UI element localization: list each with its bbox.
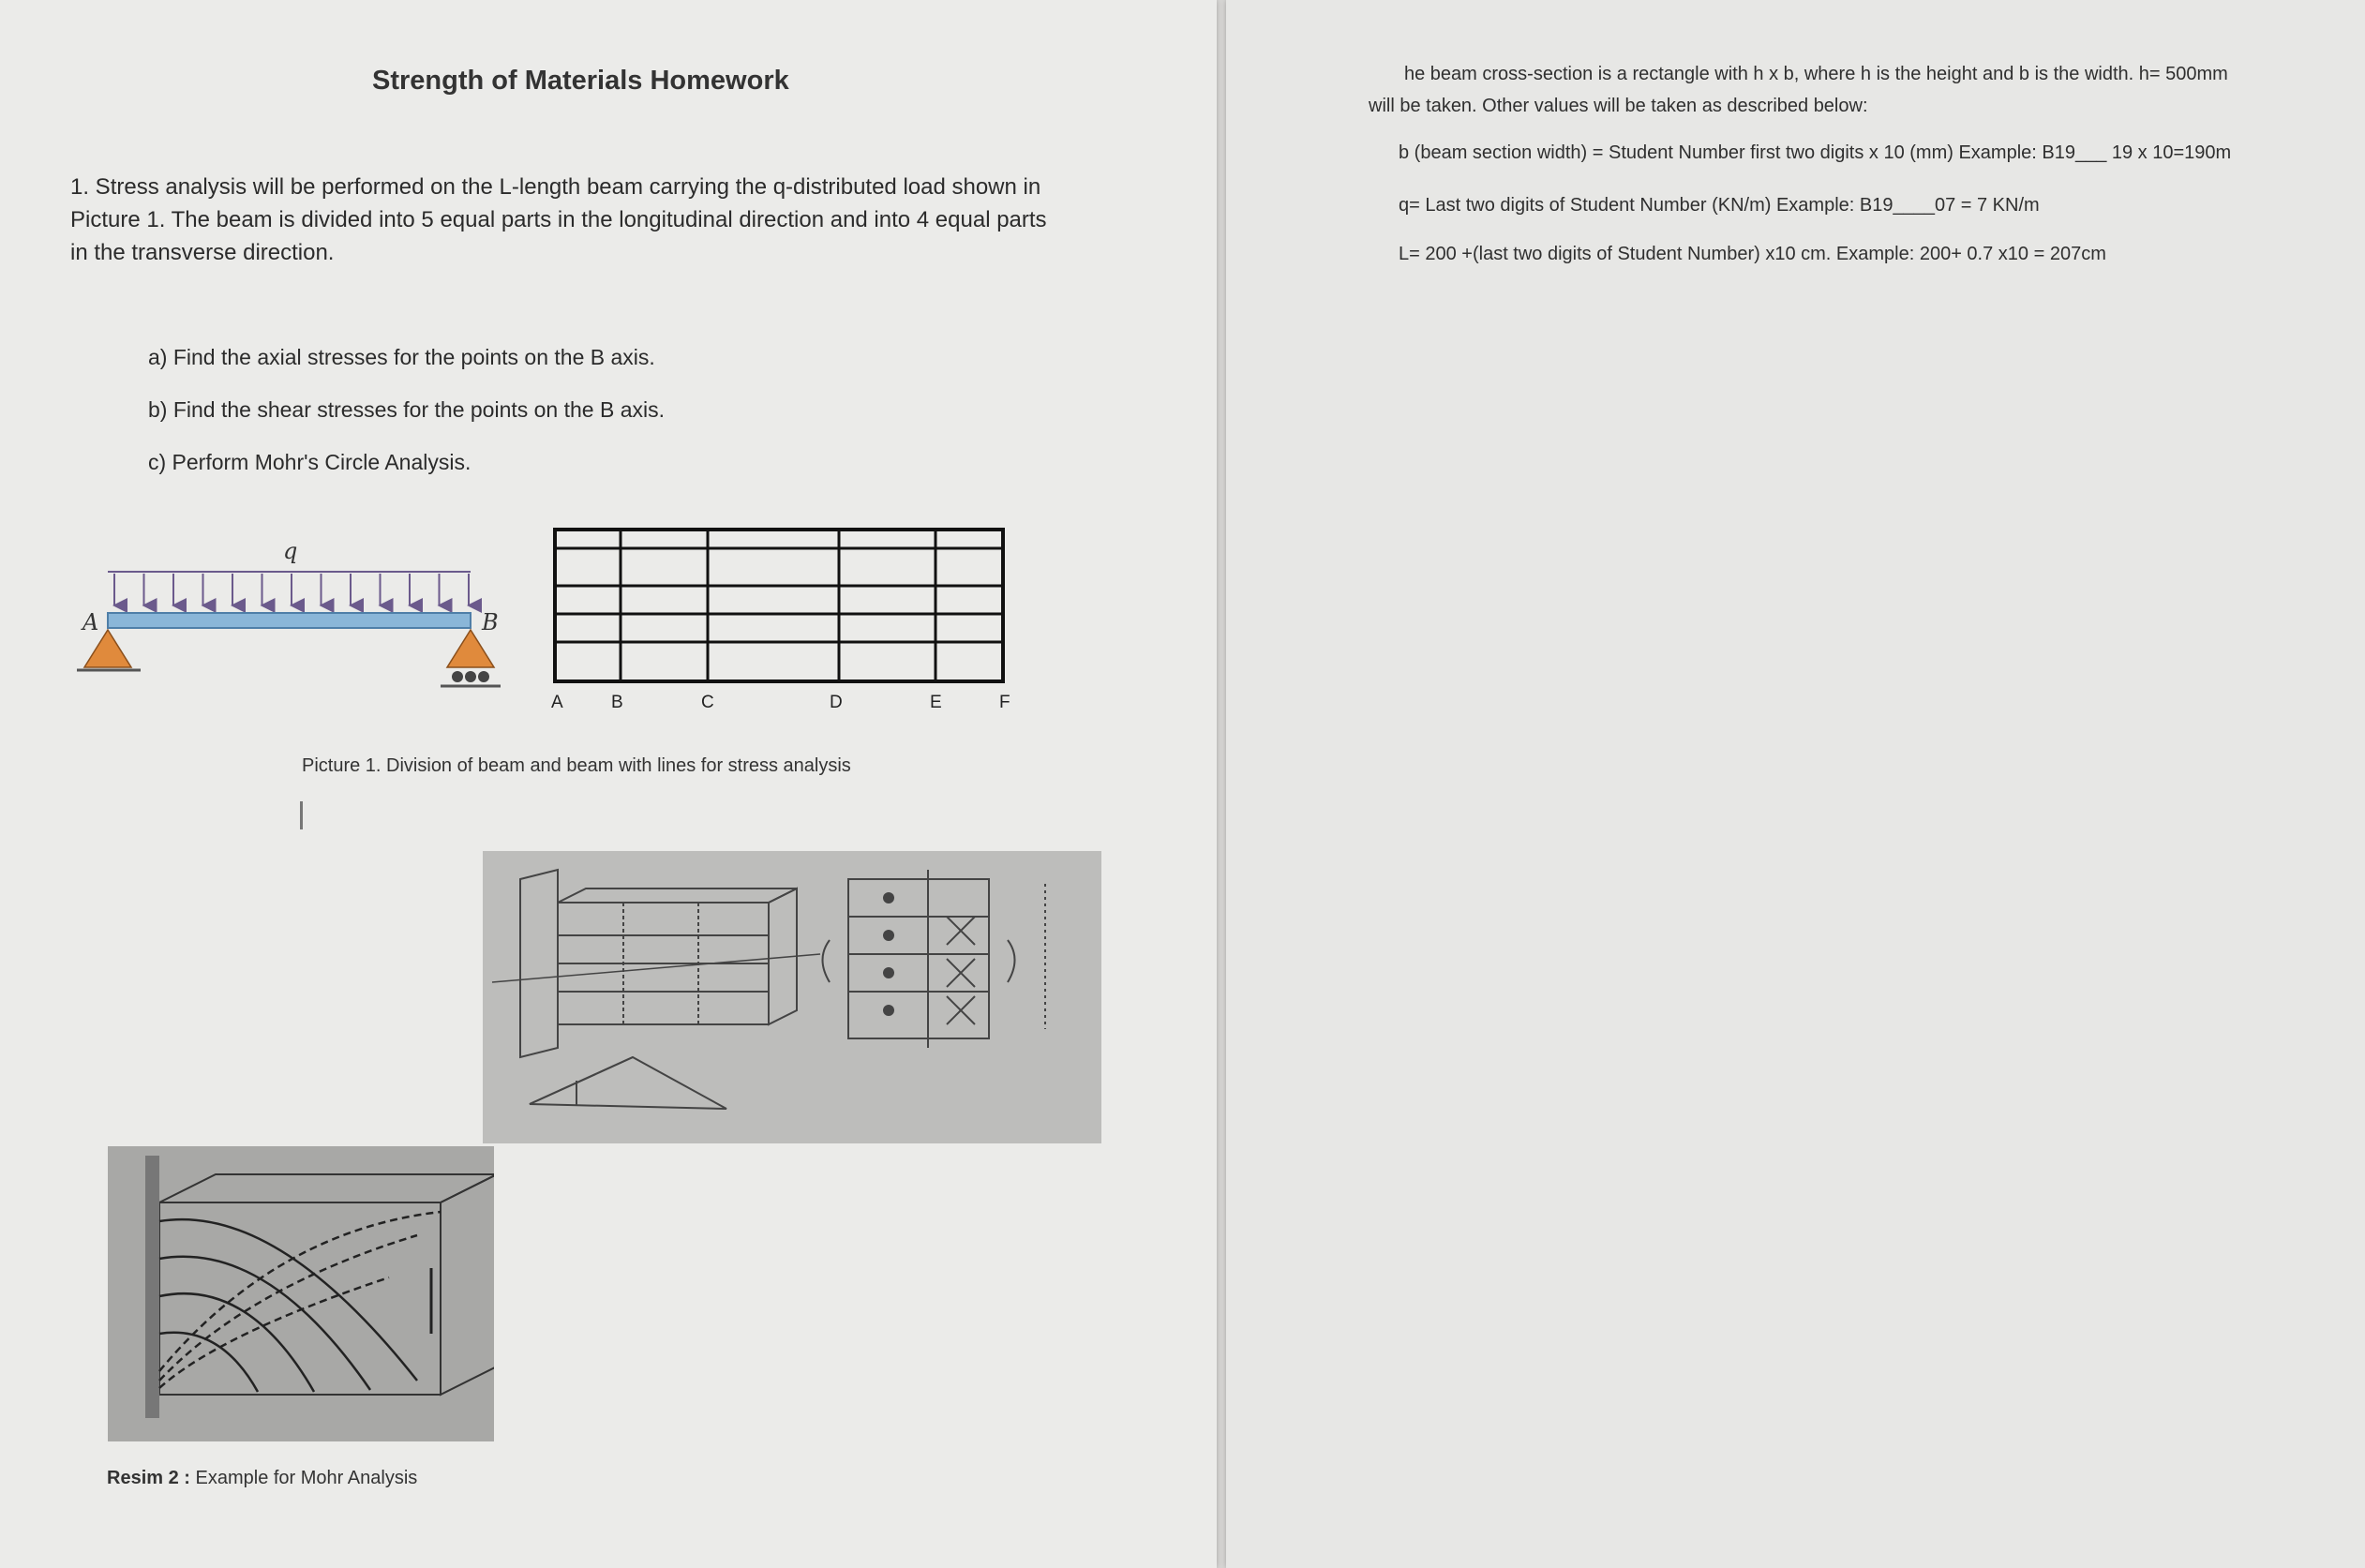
beam-body: [108, 613, 471, 628]
cross-section-text-line-1: he beam cross-section is a rectangle with h x b, where h is the height and b is the width. h= 500mm: [1404, 64, 2228, 84]
caption-2-text: Example for Mohr Analysis: [195, 1468, 418, 1488]
figure-caption-1: Picture 1. Division of beam and beam with lines for stress analysis: [302, 755, 851, 776]
stress-trajectories: [159, 1212, 441, 1392]
support-label-b: B: [482, 609, 499, 635]
roller-support-b: [447, 630, 494, 667]
mohr-example-figure: [108, 1146, 494, 1441]
pin-support-a: [84, 630, 131, 667]
problem-statement: 1. Stress analysis will be performed on the L-length beam carrying the q-distributed load shown in Picture 1. The beam is divided into 5 equal parts in the longitudinal direction and into 4 equal parts in the transverse direction.: [70, 174, 1047, 265]
grid-axis-label-f: F: [999, 693, 1010, 712]
task-a: a) Find the axial stresses for the points on the B axis.: [148, 345, 655, 369]
page-title: Strength of Materials Homework: [372, 66, 789, 96]
beam-diagram: [66, 525, 534, 703]
stress-element-figure: [483, 851, 1101, 1143]
document-page-right: [1226, 0, 2365, 1568]
grid-axis-label-e: E: [930, 693, 942, 712]
grid-lines: [555, 530, 1003, 681]
support-label-a: A: [82, 609, 99, 635]
task-b: b) Find the shear stresses for the points on the B axis.: [148, 397, 666, 422]
distributed-load-arrows: [114, 574, 469, 605]
grid-axis-label-b: B: [611, 693, 623, 712]
param-b-definition: b (beam section width) = Student Number first two digits x 10 (mm) Example: B19___ 19 x 10=190m: [1399, 142, 2232, 163]
figure-caption-2: [107, 1468, 417, 1489]
roller-wheels: [452, 671, 489, 682]
param-L-definition: L= 200 +(last two digits of Student Number) x10 cm. Example: 200+ 0.7 x10 = 207cm: [1399, 244, 2106, 264]
load-label: q: [283, 538, 298, 564]
stress-grid-diagram: [544, 520, 1031, 717]
param-q-definition: q= Last two digits of Student Number (KN/m) Example: B19____07 = 7 KN/m: [1399, 195, 2040, 216]
caption-2-prefix: Resim 2 :: [107, 1468, 190, 1488]
task-c: c) Perform Mohr's Circle Analysis.: [148, 450, 472, 474]
grid-axis-label-a: A: [551, 693, 563, 712]
text-cursor: [300, 801, 303, 829]
grid-axis-label-d: D: [830, 693, 843, 712]
cross-section-text-line-2: will be taken. Other values will be taken as described below:: [1369, 96, 1868, 116]
grid-axis-label-c: C: [701, 693, 714, 712]
